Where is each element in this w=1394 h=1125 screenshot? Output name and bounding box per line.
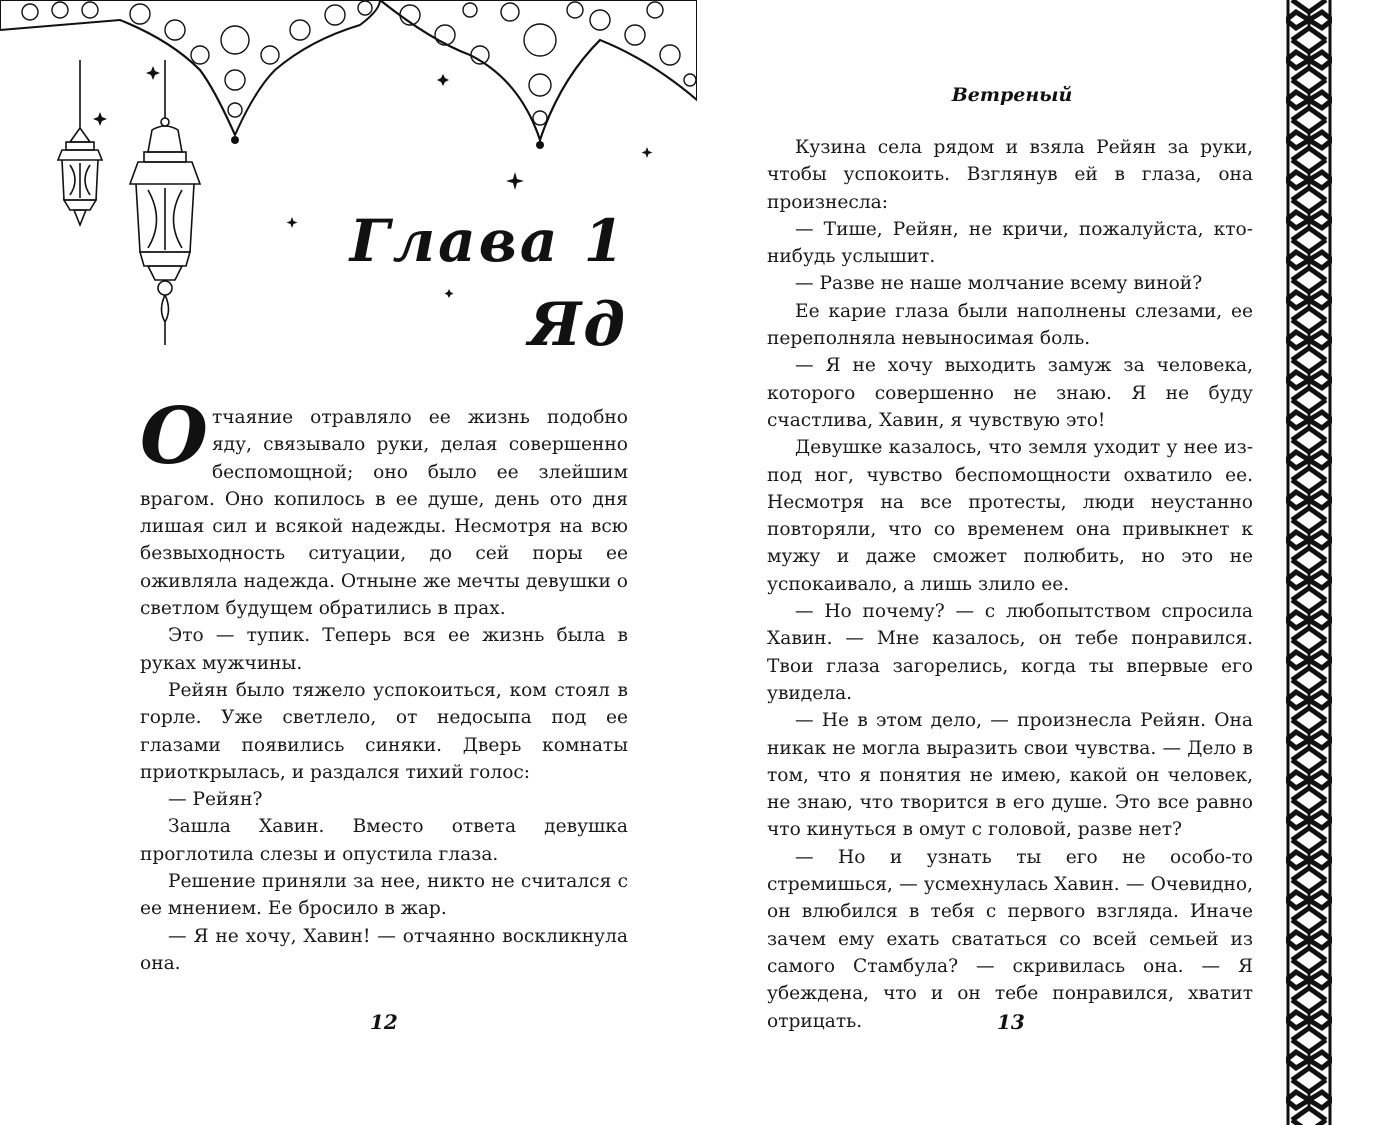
paragraph: Это — тупик. Теперь вся ее жизнь была в руках мужчины. <box>140 625 628 674</box>
paragraph: — Разве не наше молчание всему виной? <box>795 273 1203 295</box>
paragraph: Рейян было тяжело успокоиться, ком стоял в горле. Уже светлело, от недосыпа под ее глазами появились синяки. Дверь комнаты приоткрылась, и раздался тихий голос: <box>140 679 628 783</box>
paragraph: — Я не хочу выходить замуж за человека, которого совершенно не знаю. Я не буду счастлива, Хавин, я чувствую это! <box>767 355 1253 431</box>
paragraph: — Тише, Рейян, не кричи, пожалуйста, кто-нибудь услышит. <box>767 218 1253 268</box>
page-number: 12 <box>370 1010 398 1034</box>
running-head: Ветреный <box>951 84 1073 106</box>
paragraph: — Я не хочу, Хавин! — отчаянно воскликнула она. <box>140 925 628 974</box>
chapter-subtitle: Яд <box>528 290 627 360</box>
paragraph: — Но и узнать ты его не особо-то стремишься, — усмехнулась Хавин. — Очевидно, он влюбился в тебя с первого взгляда. Иначе зачем ему ехать свататься со всей семьей из самого Стамбула? — скривилась она. — Я убеждена, что и он тебе понравился, хватит отрицать. <box>767 846 1253 1032</box>
right-page <box>697 0 1394 1125</box>
paragraph: Зашла Хавин. Вместо ответа девушка проглотила слезы и опустила глаза. <box>140 816 628 865</box>
paragraph: — Рейян? <box>168 789 263 811</box>
paragraph: — Но почему? — с любопытством спросила Хавин. — Мне казалось, он тебе понравился. Твои глаза загорелись, когда ты впервые его увидела. <box>767 601 1253 704</box>
hanging-lanterns <box>40 60 220 350</box>
paragraph: Девушке казалось, что земля уходит у нее из-под ног, чувство беспомощности охватило ее. Несмотря на все протесты, люди неустанно повторяли, что со временем она привыкнет к мужу и даже сможет полюбить, но это не успокаивало, а лишь злило ее. <box>767 437 1253 595</box>
page-number: 13 <box>997 1010 1025 1034</box>
paragraph: Решение приняли за нее, никто не считался с ее мнением. Ее бросило в жар. <box>140 871 628 920</box>
paragraph: Отчаяние отравляло ее жизнь подобно яду, связывало руки, делая совершенно беспомощной; оно было ее злейшим врагом. Оно копилось в ее душе, день ото дня лишая сил и всякой надежды. Несмотря на всю безвыходность ситуации, до сей поры ее оживляла надежда. Отныне же мечты девушки о светлом будущем обратились в прах. <box>140 391 628 620</box>
right-body-text <box>767 134 1253 1035</box>
paragraph: — Не в этом дело, — произнесла Рейян. Она никак не могла выразить свои чувства. — Дело в том, что я понятия не имею, какой он человек, не знаю, что творится в его душе. Это все равно что кинуться в омут с головой, разве нет? <box>767 710 1253 841</box>
paragraph: Кузина села рядом и взяла Рейян за руки, чтобы успокоить. Взглянув ей в глаза, она произнесла: <box>767 137 1253 213</box>
paragraph: Ее карие глаза были наполнены слезами, ее переполняла невыносимая боль. <box>767 300 1253 350</box>
left-body-text <box>140 391 628 977</box>
chapter-title: Глава 1 <box>349 207 627 275</box>
drop-cap: О <box>140 391 208 482</box>
patterned-border <box>1286 0 1332 1125</box>
